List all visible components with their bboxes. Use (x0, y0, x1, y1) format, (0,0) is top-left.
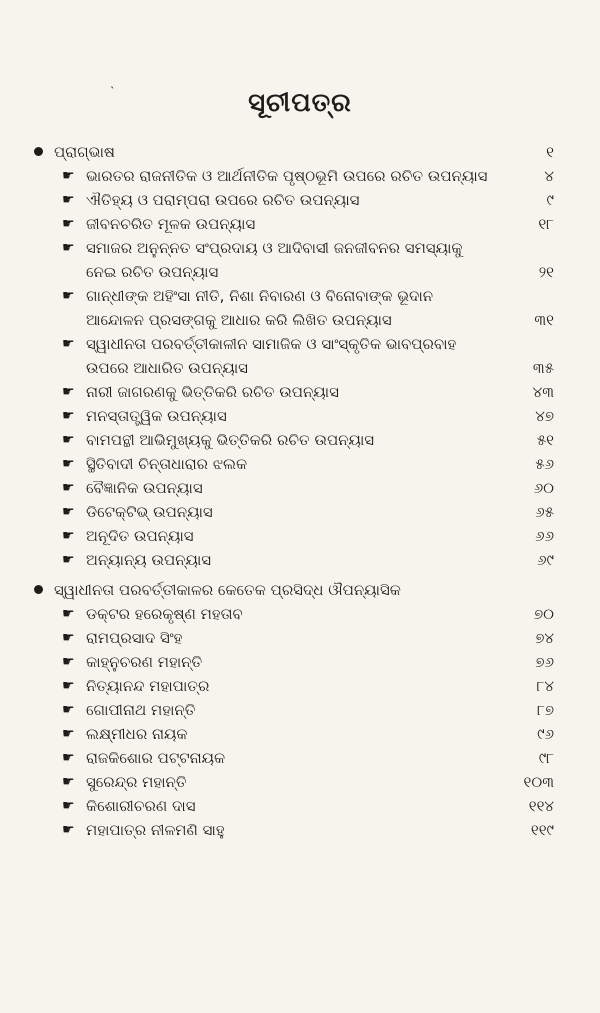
entry-title (86, 476, 203, 500)
entry-line: ଅନୂଦିତ ଉପନ୍ୟାସ (86, 527, 194, 545)
entry-title (86, 188, 359, 212)
entry-title (86, 770, 187, 794)
entry-line: ଲକ୍ଷ୍ମୀଧର ନାୟକ (86, 725, 188, 743)
toc-entry[interactable] (34, 650, 554, 674)
pointing-hand-icon: ☛ (62, 216, 75, 232)
toc-entry[interactable] (34, 164, 554, 188)
entry-title (86, 524, 194, 548)
page-number: ୬୦ (533, 479, 554, 497)
table-of-contents (34, 140, 554, 842)
pointing-hand-icon: ☛ (62, 192, 75, 208)
entry-line: ନେଇ ରଚିତ ଉପନ୍ୟାସ (86, 263, 219, 281)
toc-entry[interactable] (34, 746, 554, 770)
pointing-hand-icon: ☛ (62, 798, 75, 814)
page-number: ୭୪ (535, 629, 554, 647)
toc-entry[interactable] (34, 500, 554, 524)
entry-line: ସୁରେନ୍ଦ୍ର ମହାନ୍ତି (86, 773, 187, 791)
entry-title (86, 452, 247, 476)
entry-title (86, 548, 211, 572)
page-number: ୩୧ (534, 311, 554, 329)
entry-line: କିଶୋରୀଚରଣ ଦାସ (86, 797, 196, 815)
toc-entry[interactable] (34, 794, 554, 818)
toc-entry[interactable] (34, 722, 554, 746)
toc-section[interactable] (34, 140, 554, 164)
toc-entry[interactable] (34, 626, 554, 650)
entry-title (86, 794, 195, 818)
page-number: ୬୫ (535, 503, 554, 521)
entry-line: ଆନ୍ଦୋଳନ ପ୍ରସଙ୍ଗକୁ ଆଧାର କରି ଲିଖିତ ଉପନ୍ୟାସ (86, 311, 392, 329)
page-number: ୧୮ (538, 215, 554, 233)
pointing-hand-icon: ☛ (62, 726, 75, 742)
entry-line: ଗୋପୀନାଥ ମହାନ୍ତି (86, 701, 196, 719)
entry-title (86, 746, 225, 770)
section-title: ପ୍ରାଗ୍‌ଭାଷ (54, 143, 115, 161)
entry-line: ଐତିହ୍ୟ ଓ ପରାମ୍ପରା ଉପରେ ରଚିତ ଉପନ୍ୟାସ (86, 191, 360, 209)
page-number: ୮୪ (536, 677, 554, 695)
entry-title (86, 404, 227, 428)
entry-title (86, 818, 225, 842)
toc-entry[interactable] (34, 188, 554, 212)
toc-entry[interactable] (34, 404, 554, 428)
page-number: ୩୫ (532, 359, 554, 377)
entry-title (86, 698, 195, 722)
entry-line: ଅନ୍ୟାନ୍ୟ ଉପନ୍ୟାସ (86, 551, 212, 569)
pointing-hand-icon: ☛ (62, 480, 75, 496)
page-number: ୭୦ (533, 605, 554, 623)
page-number: ୫୬ (535, 455, 554, 473)
entry-line: ଭାରତର ରାଜନୀତିକ ଓ ଆର୍ଥନୀତିକ ପୃଷ୍ଠଭୂମି ଉପରେ ରଚିତ ଉପନ୍ୟାସ (86, 167, 488, 185)
toc-entry[interactable] (34, 698, 554, 722)
pointing-hand-icon: ☛ (62, 774, 75, 790)
entry-title (86, 380, 339, 404)
entry-line: ଗାନ୍ଧୀଙ୍କ ଅହିଂସା ନୀତି, ନିଶା ନିବାରଣ ଓ ବିନୋବାଙ୍କ ଭୂଦାନ (86, 287, 434, 305)
entry-title (86, 500, 213, 524)
entry-line: ସ୍ୱାଧୀନତା ପରବର୍ତ୍ତୀକାଳୀନ ସାମାଜିକ ଓ ସାଂସ୍କୃତିକ ଭାବପ୍ରବାହ (86, 335, 457, 353)
entry-line: ସ୍ଥିତିବାଦୀ ଚିନ୍ତାଧାରାର ଝଲକ (86, 455, 248, 473)
page-number: ୬୯ (537, 551, 554, 569)
toc-entry[interactable] (34, 236, 554, 284)
toc-entry[interactable] (34, 818, 554, 842)
page-number: ୯୬ (537, 725, 554, 743)
pointing-hand-icon: ☛ (62, 456, 75, 472)
toc-entry[interactable] (34, 524, 554, 548)
pointing-hand-icon: ☛ (62, 528, 75, 544)
page-title: ସୂଚୀପତ୍ର (248, 88, 352, 118)
section-title: ସ୍ୱାଧୀନତା ପରବର୍ତ୍ତୀକାଳର କେତେକ ପ୍ରସିଦ୍ଧ ଔପନ୍ୟାସିକ (54, 581, 401, 599)
entry-title (86, 332, 456, 380)
entry-line: ସମାଜର ଅନୁନ୍ନତ ସଂପ୍ରଦାୟ ଓ ଆଦିବାସୀ ଜନଜୀବନର ସମସ୍ୟାକୁ (86, 239, 463, 257)
page-number: ୭୬ (535, 653, 554, 671)
pointing-hand-icon: ☛ (62, 240, 75, 256)
entry-title (86, 674, 209, 698)
toc-entry[interactable] (34, 428, 554, 452)
page-number: ୯ (546, 191, 554, 209)
pointing-hand-icon: ☛ (62, 168, 75, 184)
entry-title (86, 722, 187, 746)
toc-entry[interactable] (34, 332, 554, 380)
pointing-hand-icon: ☛ (62, 630, 75, 646)
page-number: ୧ (546, 143, 554, 161)
page-number: ୧୧୪ (528, 797, 554, 815)
toc-entry[interactable] (34, 452, 554, 476)
entry-line: ନିତ୍ୟାନନ୍ଦ ମହାପାତ୍ର (86, 677, 210, 695)
toc-section[interactable] (34, 578, 554, 602)
toc-entry[interactable] (34, 602, 554, 626)
stray-mark: ˴ (110, 79, 115, 94)
entry-title (86, 212, 255, 236)
page-number: ୮୭ (536, 701, 554, 719)
page-number: ୧୦୩ (523, 773, 554, 791)
entry-title (86, 284, 433, 332)
bullet-icon (34, 147, 43, 156)
pointing-hand-icon: ☛ (62, 606, 75, 622)
toc-entry[interactable] (34, 284, 554, 332)
pointing-hand-icon: ☛ (62, 750, 75, 766)
entry-title (86, 626, 182, 650)
entry-title (86, 602, 243, 626)
entry-line: ଡିଟେକ୍ଟିଭ୍ ଉପନ୍ୟାସ (86, 503, 213, 521)
entry-line: ରାମପ୍ରସାଦ ସିଂହ (86, 629, 183, 647)
entry-line: ବାମପନ୍ଥୀ ଆଭିମୁଖ୍ୟକୁ ଭିତ୍ତିକରି ରଚିତ ଉପନ୍ୟାସ (86, 431, 375, 449)
page-number: ୧୧୯ (530, 821, 554, 839)
toc-entry[interactable] (34, 380, 554, 404)
entry-title (86, 650, 202, 674)
entry-line: ମହାପାତ୍ର ନୀଳମଣି ସାହୁ (86, 821, 225, 839)
entry-line: ନାରୀ ଜାଗରଣକୁ ଭିତ୍ତିକରି ରଚିତ ଉପନ୍ୟାସ (86, 383, 339, 401)
toc-entry[interactable] (34, 212, 554, 236)
pointing-hand-icon: ☛ (62, 336, 75, 352)
page-number: ୪୩ (532, 383, 554, 401)
entry-line: ବୈଜ୍ଞାନିକ ଉପନ୍ୟାସ (86, 479, 203, 497)
bullet-icon (34, 585, 43, 594)
pointing-hand-icon: ☛ (62, 408, 75, 424)
pointing-hand-icon: ☛ (62, 384, 75, 400)
pointing-hand-icon: ☛ (62, 654, 75, 670)
pointing-hand-icon: ☛ (62, 702, 75, 718)
entry-line: ଡକ୍ଟର ହରେକୃଷ୍ଣ ମହତାବ (86, 605, 243, 623)
page-number: ୬୬ (535, 527, 554, 545)
entry-line: ମନସ୍ତାତ୍ତ୍ୱିକ ଉପନ୍ୟାସ (86, 407, 227, 425)
page-number: ୪ (544, 167, 554, 185)
pointing-hand-icon: ☛ (62, 552, 75, 568)
pointing-hand-icon: ☛ (62, 504, 75, 520)
pointing-hand-icon: ☛ (62, 822, 75, 838)
entry-line: କାହ୍ନୁଚରଣ ମହାନ୍ତି (86, 653, 203, 671)
page-number: ୫୧ (536, 431, 554, 449)
toc-entry[interactable] (34, 476, 554, 500)
entry-title (86, 428, 374, 452)
toc-entry[interactable] (34, 674, 554, 698)
entry-line: ଜୀବନଚରିତ ମୂଳକ ଉପନ୍ୟାସ (86, 215, 256, 233)
entry-title (86, 164, 487, 188)
page-number: ୨୧ (538, 263, 554, 281)
pointing-hand-icon: ☛ (62, 678, 75, 694)
page-number: ୯୮ (538, 749, 554, 767)
toc-entry[interactable] (34, 548, 554, 572)
page-number: ୪୭ (535, 407, 554, 425)
entry-line: ଉପରେ ଆଧାରିତ ଉପନ୍ୟାସ (86, 359, 248, 377)
pointing-hand-icon: ☛ (62, 432, 75, 448)
entry-title (86, 236, 462, 284)
pointing-hand-icon: ☛ (62, 288, 75, 304)
toc-entry[interactable] (34, 770, 554, 794)
entry-line: ରାଜକିଶୋର ପଟ୍ଟନାୟକ (86, 749, 226, 767)
